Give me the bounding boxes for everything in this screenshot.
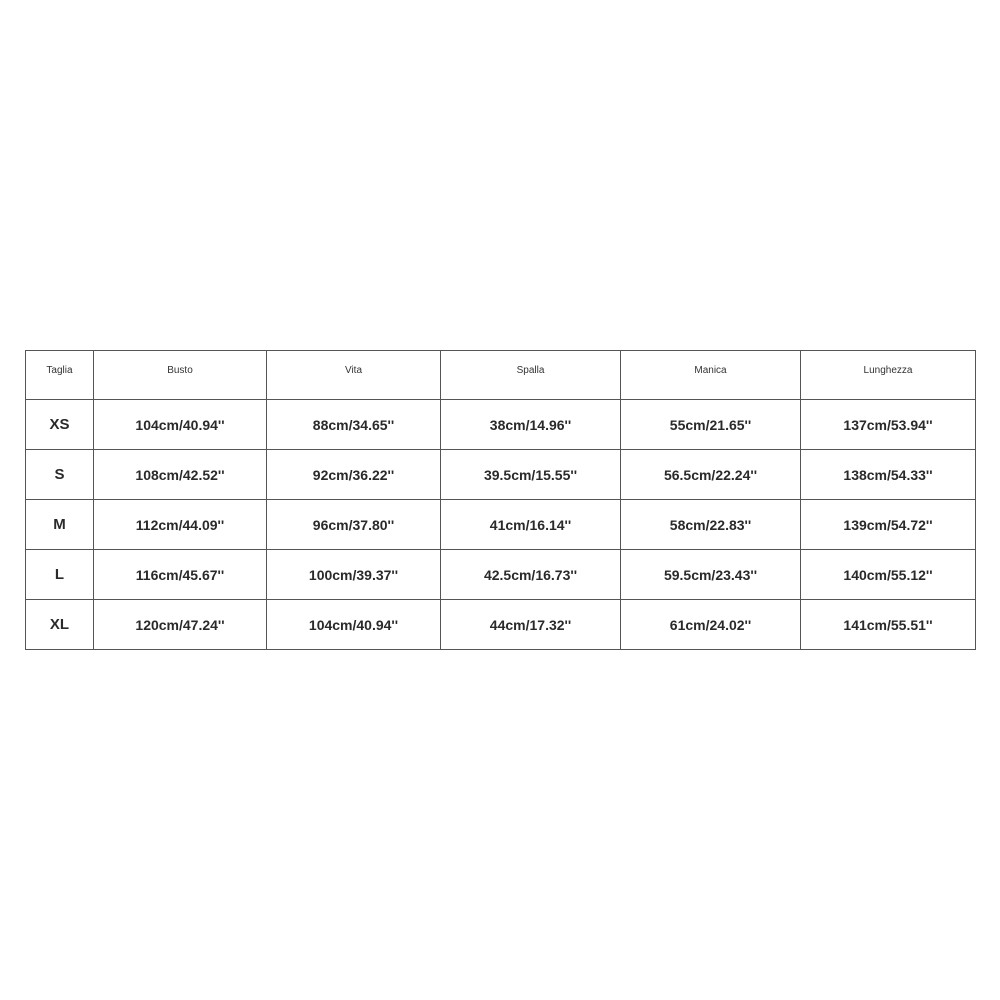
lunghezza-cell: 137cm/53.94'' xyxy=(801,400,976,450)
spalla-cell: 41cm/16.14'' xyxy=(441,500,621,550)
table-row xyxy=(26,450,976,500)
table-header-row xyxy=(26,351,976,400)
lunghezza-cell: 140cm/55.12'' xyxy=(801,550,976,600)
spalla-cell: 44cm/17.32'' xyxy=(441,600,621,650)
size-cell: L xyxy=(26,550,94,600)
header-taglia: Taglia xyxy=(26,351,94,400)
size-cell: XL xyxy=(26,600,94,650)
table-row xyxy=(26,400,976,450)
lunghezza-cell: 139cm/54.72'' xyxy=(801,500,976,550)
size-cell: M xyxy=(26,500,94,550)
spalla-cell: 39.5cm/15.55'' xyxy=(441,450,621,500)
busto-cell: 116cm/45.67'' xyxy=(94,550,267,600)
busto-cell: 104cm/40.94'' xyxy=(94,400,267,450)
busto-cell: 108cm/42.52'' xyxy=(94,450,267,500)
lunghezza-cell: 141cm/55.51'' xyxy=(801,600,976,650)
header-busto: Busto xyxy=(94,351,267,400)
size-cell: XS xyxy=(26,400,94,450)
vita-cell: 96cm/37.80'' xyxy=(267,500,441,550)
header-manica: Manica xyxy=(621,351,801,400)
manica-cell: 56.5cm/22.24'' xyxy=(621,450,801,500)
spalla-cell: 38cm/14.96'' xyxy=(441,400,621,450)
table-row xyxy=(26,600,976,650)
spalla-cell: 42.5cm/16.73'' xyxy=(441,550,621,600)
vita-cell: 100cm/39.37'' xyxy=(267,550,441,600)
table-row xyxy=(26,550,976,600)
vita-cell: 104cm/40.94'' xyxy=(267,600,441,650)
header-lunghezza: Lunghezza xyxy=(801,351,976,400)
size-chart-table xyxy=(25,350,976,650)
header-vita: Vita xyxy=(267,351,441,400)
manica-cell: 61cm/24.02'' xyxy=(621,600,801,650)
manica-cell: 55cm/21.65'' xyxy=(621,400,801,450)
busto-cell: 120cm/47.24'' xyxy=(94,600,267,650)
manica-cell: 58cm/22.83'' xyxy=(621,500,801,550)
vita-cell: 92cm/36.22'' xyxy=(267,450,441,500)
manica-cell: 59.5cm/23.43'' xyxy=(621,550,801,600)
size-cell: S xyxy=(26,450,94,500)
vita-cell: 88cm/34.65'' xyxy=(267,400,441,450)
table-row xyxy=(26,500,976,550)
header-spalla: Spalla xyxy=(441,351,621,400)
busto-cell: 112cm/44.09'' xyxy=(94,500,267,550)
lunghezza-cell: 138cm/54.33'' xyxy=(801,450,976,500)
